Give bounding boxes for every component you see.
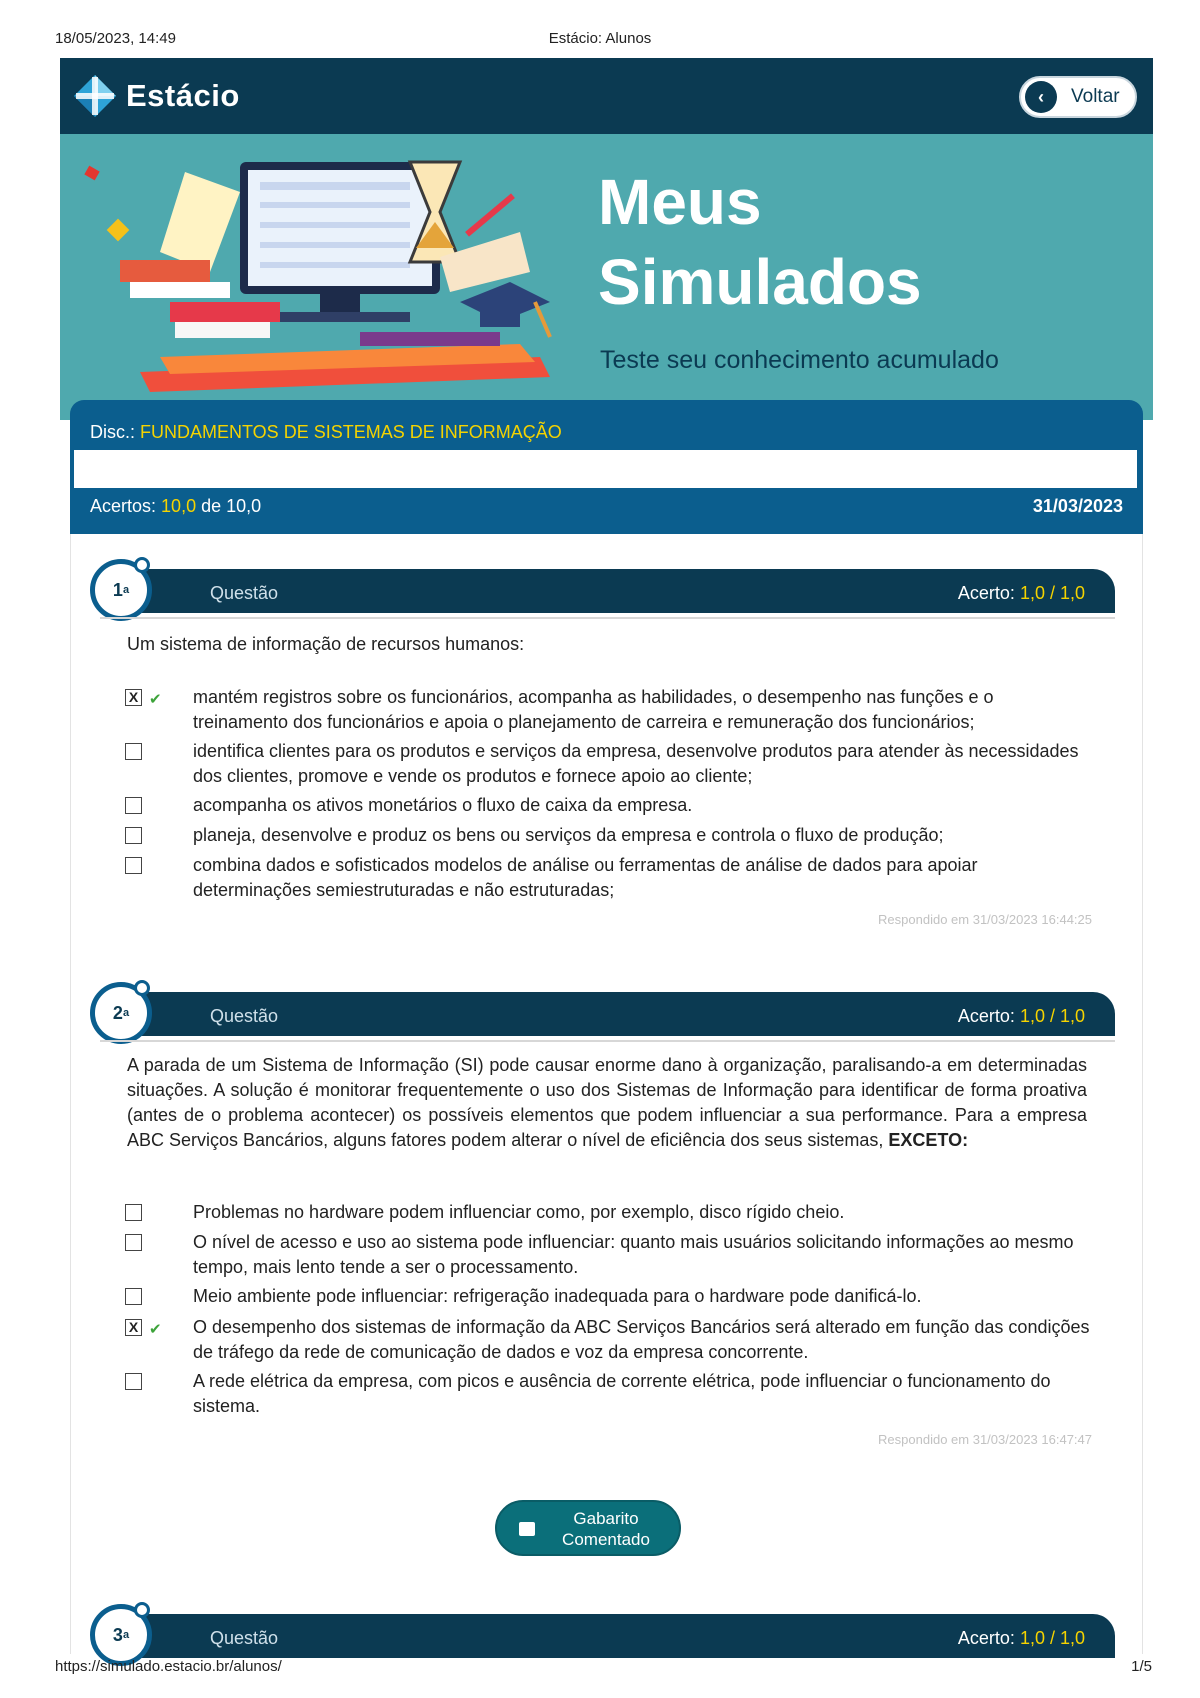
option-checkbox[interactable]: X <box>125 1319 142 1336</box>
correct-check-icon: ✔ <box>149 1321 162 1338</box>
question-score-value: 1,0 / 1,0 <box>1019 1628 1085 1648</box>
question-score-value: 1,0 / 1,0 <box>1019 1006 1085 1026</box>
question-bar <box>140 569 1115 613</box>
study-illustration <box>80 152 580 402</box>
chevron-left-icon: ‹ <box>1025 81 1057 113</box>
option-text: combina dados e sofisticados modelos de análise ou ferramentas de análise de dados para apoiar determinações semiestruturadas e não estruturadas; <box>193 855 978 900</box>
print-header <box>0 30 1200 50</box>
back-button-label: Voltar <box>1071 86 1120 107</box>
option-text: Meio ambiente pode influenciar: refrigeração inadequada para o hardware pode danificá-lo. <box>193 1286 922 1306</box>
back-button[interactable] <box>1019 76 1137 118</box>
page-title-line1: Meus <box>598 166 762 238</box>
answered-timestamp: Respondido em 31/03/2023 16:44:25 <box>878 912 1092 927</box>
option-text: mantém registros sobre os funcionários, acompanha as habilidades, o desempenho nas funções e o treinamento dos funcionários e apoia o planejamento de carreira e remuneração dos funcionários; <box>193 687 994 732</box>
question-stem <box>127 1053 1087 1153</box>
discipline-spacer <box>74 450 1137 488</box>
discipline-name: FUNDAMENTOS DE SISTEMAS DE INFORMAÇÃO <box>140 422 562 442</box>
question-header <box>100 1610 1115 1662</box>
option-checkbox[interactable] <box>125 857 142 874</box>
estacio-logo[interactable] <box>72 72 240 120</box>
question-title: Questão <box>210 1006 279 1026</box>
question-number: 2 <box>112 1002 123 1023</box>
question-bar <box>140 992 1115 1036</box>
exam-date: 31/03/2023 <box>1032 496 1123 516</box>
page-title <box>598 162 1038 322</box>
discipline-label: Disc.: <box>90 422 135 442</box>
question-number: 3 <box>112 1624 123 1645</box>
option-checkbox[interactable] <box>125 797 142 814</box>
question-score <box>958 1628 1085 1649</box>
option-text: A rede elétrica da empresa, com picos e ausência de corrente elétrica, pode influenciar o funcionamento do sistema. <box>193 1371 1051 1416</box>
option-checkbox[interactable] <box>125 1204 142 1221</box>
question-divider <box>100 617 1115 619</box>
question-bar <box>140 1614 1115 1658</box>
estacio-logo-icon <box>72 73 118 119</box>
option-text: identifica clientes para os produtos e serviços da empresa, desenvolve produtos para atender às necessidades dos clientes, promove e vende os produtos e fornece apoio ao cliente; <box>193 741 1079 786</box>
print-page-number: 1/5 <box>1131 1658 1152 1675</box>
print-footer <box>0 1658 1200 1678</box>
brand-name: Estácio <box>126 78 240 113</box>
option-text: planeja, desenvolve e produz os bens ou serviços da empresa e controla o fluxo de produção; <box>193 825 944 845</box>
option-checkbox[interactable] <box>125 1373 142 1390</box>
option-text: acompanha os ativos monetários o fluxo de caixa da empresa. <box>193 795 693 815</box>
score-label: Acertos: <box>90 496 157 516</box>
question-divider <box>100 1040 1115 1042</box>
question-header <box>100 988 1115 1040</box>
page-subtitle: Teste seu conhecimento acumulado <box>600 346 999 374</box>
hero-banner <box>60 134 1153 420</box>
question-ordinal: a <box>122 584 130 596</box>
question-stem-text: A parada de um Sistema de Informação (SI) pode causar enorme dano à organização, paralisando-a em determinadas situações. A solução é monitorar frequentemente o uso dos Sistemas de Informação para identificar de forma proativa (antes de o problema acontecer) os possíveis elementos que podem influenciar a sua performance. Para a empresa ABC Serviços Bancários, alguns fatores podem alterar o nível de eficiência dos seus sistemas, <box>127 1055 1087 1150</box>
top-navbar <box>60 58 1153 134</box>
gabarito-comentado-button[interactable] <box>495 1500 681 1556</box>
question-ordinal: a <box>122 1007 130 1019</box>
question-score-label: Acerto: <box>957 1628 1015 1648</box>
score-total: de 10,0 <box>201 496 262 516</box>
question-header <box>100 565 1115 617</box>
question-number: 1 <box>112 579 123 600</box>
correct-check-icon: ✔ <box>149 691 162 708</box>
option-checkbox[interactable] <box>125 743 142 760</box>
question-score <box>958 583 1085 604</box>
video-camera-icon <box>519 1522 535 1536</box>
badge-dot-icon <box>134 557 150 573</box>
question-title: Questão <box>210 583 279 603</box>
question-score-label: Acerto: <box>957 1006 1015 1026</box>
option-checkbox[interactable]: X <box>125 689 142 706</box>
question-stem-emphasis: EXCETO: <box>888 1130 969 1150</box>
question-title: Questão <box>210 1628 279 1648</box>
discipline-card <box>70 400 1143 534</box>
question-ordinal: a <box>122 1629 130 1641</box>
option-text: Problemas no hardware podem influenciar como, por exemplo, disco rígido cheio. <box>193 1202 845 1222</box>
option-checkbox[interactable] <box>125 1234 142 1251</box>
question-score <box>958 1006 1085 1027</box>
print-datetime: 18/05/2023, 14:49 <box>55 30 176 47</box>
gabarito-button-label: Gabarito Comentado <box>562 1509 650 1549</box>
answered-timestamp: Respondido em 31/03/2023 16:47:47 <box>878 1432 1092 1447</box>
badge-dot-icon <box>134 1602 150 1618</box>
discipline-summary <box>90 496 1123 517</box>
page-title-line2: Simulados <box>598 246 922 318</box>
print-url: https://simulado.estacio.br/alunos/ <box>55 1658 282 1675</box>
question-score-label: Acerto: <box>957 583 1015 603</box>
option-text: O desempenho dos sistemas de informação da ABC Serviços Bancários será alterado em função das condições de tráfego da rede de comunicação de dados e voz da empresa concorrente. <box>193 1317 1090 1362</box>
option-checkbox[interactable] <box>125 1288 142 1305</box>
option-checkbox[interactable] <box>125 827 142 844</box>
question-score-value: 1,0 / 1,0 <box>1019 583 1085 603</box>
discipline-line <box>90 422 562 443</box>
score-value: 10,0 <box>161 496 197 516</box>
option-text: O nível de acesso e uso ao sistema pode influenciar: quanto mais usuários solicitando informações ao mesmo tempo, mais lento tende a ser o processamento. <box>193 1232 1074 1277</box>
question-stem: Um sistema de informação de recursos humanos: <box>127 634 525 654</box>
print-page-title: Estácio: Alunos <box>548 30 652 47</box>
badge-dot-icon <box>134 980 150 996</box>
